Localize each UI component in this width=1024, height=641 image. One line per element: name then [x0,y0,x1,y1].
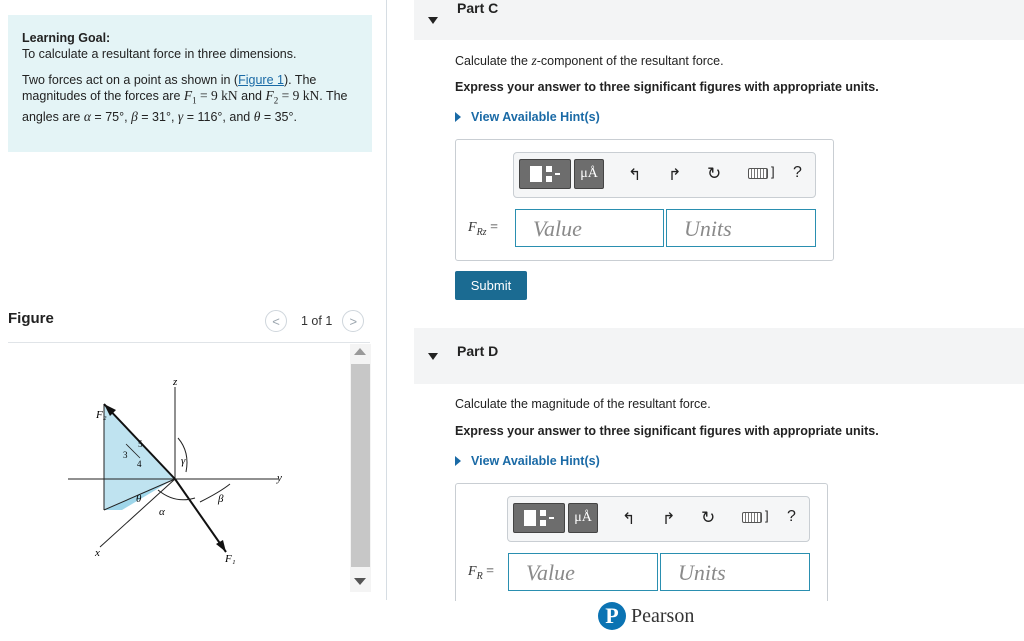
reset-icon[interactable]: ↻ [701,508,716,527]
label-gamma: γ [181,455,186,467]
keyboard-icon[interactable] [742,512,762,523]
expand-triangle-icon [455,456,461,466]
part-d-question: Calculate the magnitude of the resultant force. [455,397,711,411]
panel-divider [386,0,387,600]
help-icon[interactable]: ? [787,508,796,525]
scroll-down-arrow-icon[interactable] [354,578,366,585]
collapse-triangle-icon [428,353,438,360]
part-d-value-input[interactable]: Value [508,553,658,591]
figure-divider [8,342,370,343]
label-theta: θ [136,493,142,505]
part-c-value-input[interactable]: Value [515,209,664,247]
label-5: 5 [138,439,143,449]
label-alpha: α [159,506,165,518]
undo-icon[interactable]: ↰ [628,167,642,184]
chevron-right-icon: > [349,313,358,329]
figure-pager-text: 1 of 1 [301,314,333,328]
reset-icon[interactable]: ↻ [707,164,722,183]
part-d-header[interactable] [414,328,1024,384]
scroll-up-arrow-icon[interactable] [354,348,366,355]
part-d-answer-box [455,483,828,601]
part-c-submit-button[interactable]: Submit [455,271,527,300]
figure-pager [265,309,364,333]
learning-goal-subtitle: To calculate a resultant force in three dimensions. [22,47,297,61]
learning-goal-box [8,15,372,152]
part-c-math-toolbar [513,152,816,198]
pearson-wordmark: Pearson [631,604,695,627]
axis-label-y: y [277,472,282,484]
keyboard-icon[interactable] [748,168,768,179]
units-glyph: μÅ [574,510,592,525]
pearson-logo [598,602,694,630]
part-c-units-input[interactable]: Units [666,209,816,247]
collapse-triangle-icon [428,17,438,24]
part-d-answer-label: $F_R$ = [468,564,495,582]
expand-triangle-icon [455,112,461,122]
label-beta: β [218,493,224,505]
label-4: 4 [137,459,142,469]
label-3: 3 [123,450,128,460]
part-d-instruction: Express your answer to three significant figures with appropriate units. [455,424,879,438]
templates-icon[interactable] [519,159,571,189]
axis-label-z: z [173,376,178,388]
prev-figure-button[interactable] [265,310,287,332]
undo-icon[interactable]: ↰ [622,511,636,528]
units-glyph: μÅ [580,166,598,181]
part-c-label: Part C [457,0,499,16]
redo-icon[interactable]: ↱ [668,167,682,184]
part-c-instruction: Express your answer to three significant figures with appropriate units. [455,80,879,94]
part-c-question: Calculate the z-component of the resultant force. [455,53,724,68]
label-f1: F₁ [225,553,236,565]
axis-label-x: x [95,547,100,559]
problem-statement: Two forces act on a point as shown in (Figure 1). The magnitudes of the forces are $F_1 = 9$ kN and $F_2 = 9$ kN. The angles are α = 75°, β = 31°, γ = 116°, and θ = 35°. [22,73,348,124]
learning-goal-title: Learning Goal: [22,31,111,45]
pearson-p-icon: P [598,602,626,630]
figure-link[interactable]: Figure 1 [238,73,284,87]
redo-icon[interactable]: ↱ [662,511,676,528]
next-figure-button[interactable] [342,310,364,332]
label-f2: F₂ [96,409,107,421]
force-diagram [60,372,300,572]
units-button[interactable] [574,159,604,189]
keyboard-bracket: ] [771,164,775,179]
part-c-answer-box [455,139,834,261]
part-c-hint-link[interactable]: View Available Hint(s) [455,110,600,124]
figure-scrollbar-thumb[interactable] [351,364,370,567]
chevron-left-icon: < [272,313,280,329]
part-c-answer-label: $F_{Rz}$ = [468,220,498,238]
part-d-hint-link[interactable]: View Available Hint(s) [455,454,600,468]
part-d-units-input[interactable]: Units [660,553,810,591]
part-d-label: Part D [457,343,499,359]
figure-label: Figure [8,310,54,327]
help-icon[interactable]: ? [793,164,802,181]
keyboard-bracket: ] [765,508,769,523]
left-panel [0,0,387,600]
templates-icon[interactable] [513,503,565,533]
units-button[interactable] [568,503,598,533]
part-c-header[interactable] [414,0,1024,40]
part-d-math-toolbar [507,496,810,542]
